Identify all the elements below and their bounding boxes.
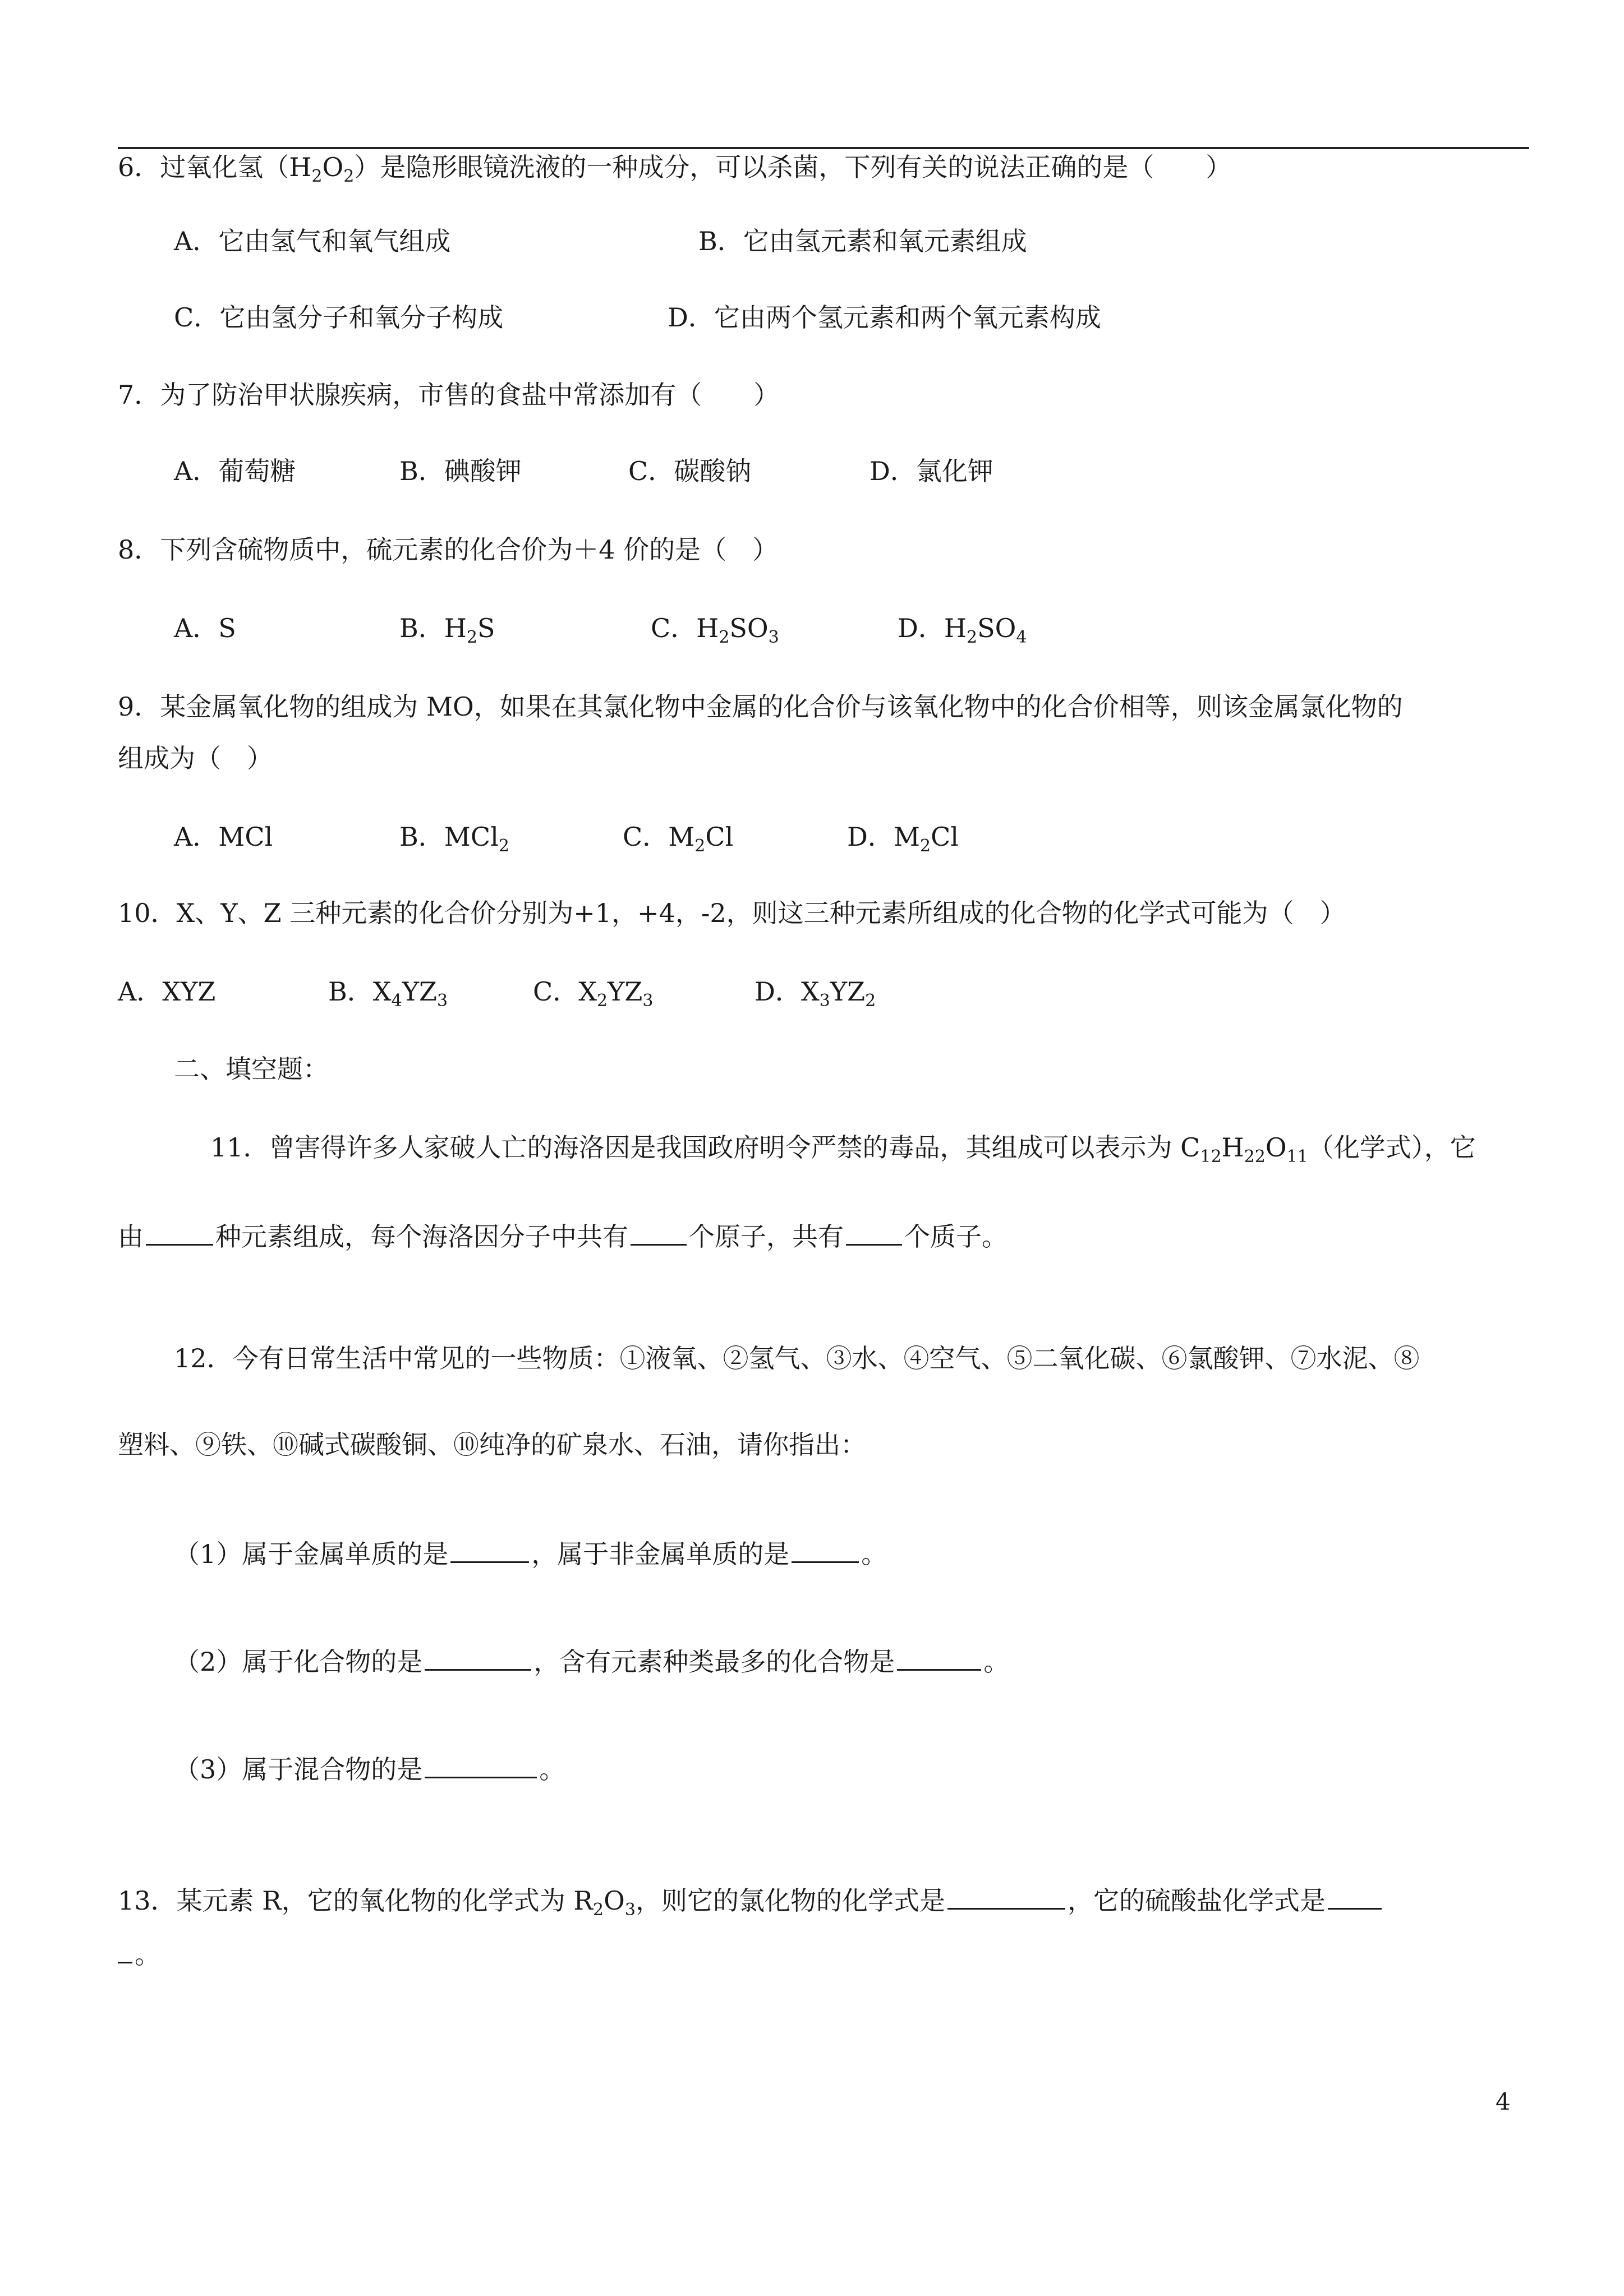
question-12-line-1: 12．今有日常生活中常见的一些物质：①液氧、②氢气、③水、④空气、⑤二氧化碳、⑥氯酸钾、⑦水泥、⑧ bbox=[174, 1343, 1420, 1373]
question-6-option-c: C．它由氢分子和氧分子构成 bbox=[174, 302, 504, 333]
header-rule bbox=[118, 147, 1529, 149]
question-8-option-d: D．$H_2SO_4$ bbox=[898, 613, 1027, 647]
question-10-option-b: B．$X_4YZ_3$ bbox=[328, 976, 448, 1011]
answer-blank[interactable] bbox=[146, 1217, 213, 1246]
answer-blank[interactable] bbox=[118, 1935, 132, 1963]
question-10-option-d: D．$X_3YZ_2$ bbox=[755, 976, 876, 1011]
answer-blank[interactable] bbox=[425, 1642, 531, 1671]
question-12-line-2: 塑料、⑨铁、⑩碱式碳酸铜、⑩纯净的矿泉水、石油，请你指出： bbox=[118, 1430, 866, 1460]
question-9-option-b: B．MCl$_2$ bbox=[399, 822, 509, 856]
answer-blank[interactable] bbox=[846, 1217, 902, 1246]
question-9-option-c: C．$M_2Cl$ bbox=[623, 822, 734, 856]
question-7-option-b: B．碘酸钾 bbox=[399, 456, 522, 486]
question-8: 8．下列含硫物质中，硫元素的化合价为＋4 价的是（ ） bbox=[118, 534, 779, 565]
question-7-option-a: A．葡萄糖 bbox=[174, 456, 296, 486]
answer-blank[interactable] bbox=[1328, 1881, 1382, 1910]
question-8-option-a: A．S bbox=[174, 613, 236, 643]
question-8-option-c: C．$H_2SO_3$ bbox=[651, 613, 779, 647]
question-6-option-d: D．它由两个氢元素和两个氧元素构成 bbox=[668, 302, 1101, 333]
answer-blank[interactable] bbox=[792, 1534, 859, 1563]
question-11-line-2: 由 种元素组成，每个海洛因分子中共有 个原子，共有 个质子。 bbox=[118, 1217, 1007, 1253]
question-11-line-1: 11．曾害得许多人家破人亡的海洛因是我国政府明令严禁的毒品，其组成可以表示为 $C_{12}H_{22}O_{11}$（化学式），它 bbox=[210, 1132, 1476, 1167]
question-7: 7．为了防治甲状腺疾病，市售的食盐中常添加有（ ） bbox=[118, 380, 780, 410]
answer-blank[interactable] bbox=[450, 1534, 529, 1563]
question-6: 6．过氧化氢$(H_2O_2)$是隐形眼镜洗液的一种成分，可以杀菌，下列有关的说法正确的是（ ） bbox=[118, 152, 1232, 186]
question-10-option-c: C．$X_2YZ_3$ bbox=[533, 976, 654, 1011]
question-10: 10．X、Y、Z 三种元素的化合价分别为+1，+4，-2，则这三种元素所组成的化合物的化学式可能为（ ） bbox=[118, 898, 1346, 928]
question-6-option-b: B．它由氢元素和氧元素组成 bbox=[698, 226, 1027, 256]
section-title-fill-in: 二、填空题： bbox=[174, 1054, 329, 1084]
question-6-option-a: A．它由氢气和氧气组成 bbox=[174, 226, 451, 256]
question-7-option-d: D．氯化钾 bbox=[869, 456, 993, 486]
question-10-option-a: A．XYZ bbox=[118, 976, 216, 1007]
question-12-part-1: （1）属于金属单质的是 ，属于非金属单质的是 。 bbox=[174, 1534, 887, 1571]
question-9-option-d: D．$M_2Cl$ bbox=[847, 822, 959, 856]
page-number: 4 bbox=[1496, 2088, 1511, 2115]
answer-blank[interactable] bbox=[897, 1642, 981, 1671]
question-12-part-2: （2）属于化合物的是 ，含有元素种类最多的化合物是 。 bbox=[174, 1642, 1009, 1679]
question-9-option-a: A．MCl bbox=[174, 822, 273, 852]
question-7-option-c: C．碳酸钠 bbox=[628, 456, 752, 486]
answer-blank[interactable] bbox=[425, 1750, 537, 1778]
question-8-option-b: B．$H_2S$ bbox=[399, 613, 495, 647]
question-9-line-1: 9．某金属氧化物的组成为 MO，如果在其氯化物中金属的化合价与该氧化物中的化合价相等，则该金属氯化物的 bbox=[118, 691, 1403, 722]
question-13-line-2: 。 bbox=[118, 1935, 160, 1971]
answer-blank[interactable] bbox=[631, 1217, 687, 1246]
question-12-part-3: （3）属于混合物的是 。 bbox=[174, 1750, 565, 1786]
answer-blank[interactable] bbox=[947, 1881, 1065, 1910]
question-9-line-2: 组成为（ ） bbox=[118, 743, 273, 773]
question-13-line-1: 13．某元素 R，它的氧化物的化学式为 $R_2O_3$，则它的氯化物的化学式是 ，它的硫酸盐化学式是 bbox=[118, 1881, 1384, 1917]
